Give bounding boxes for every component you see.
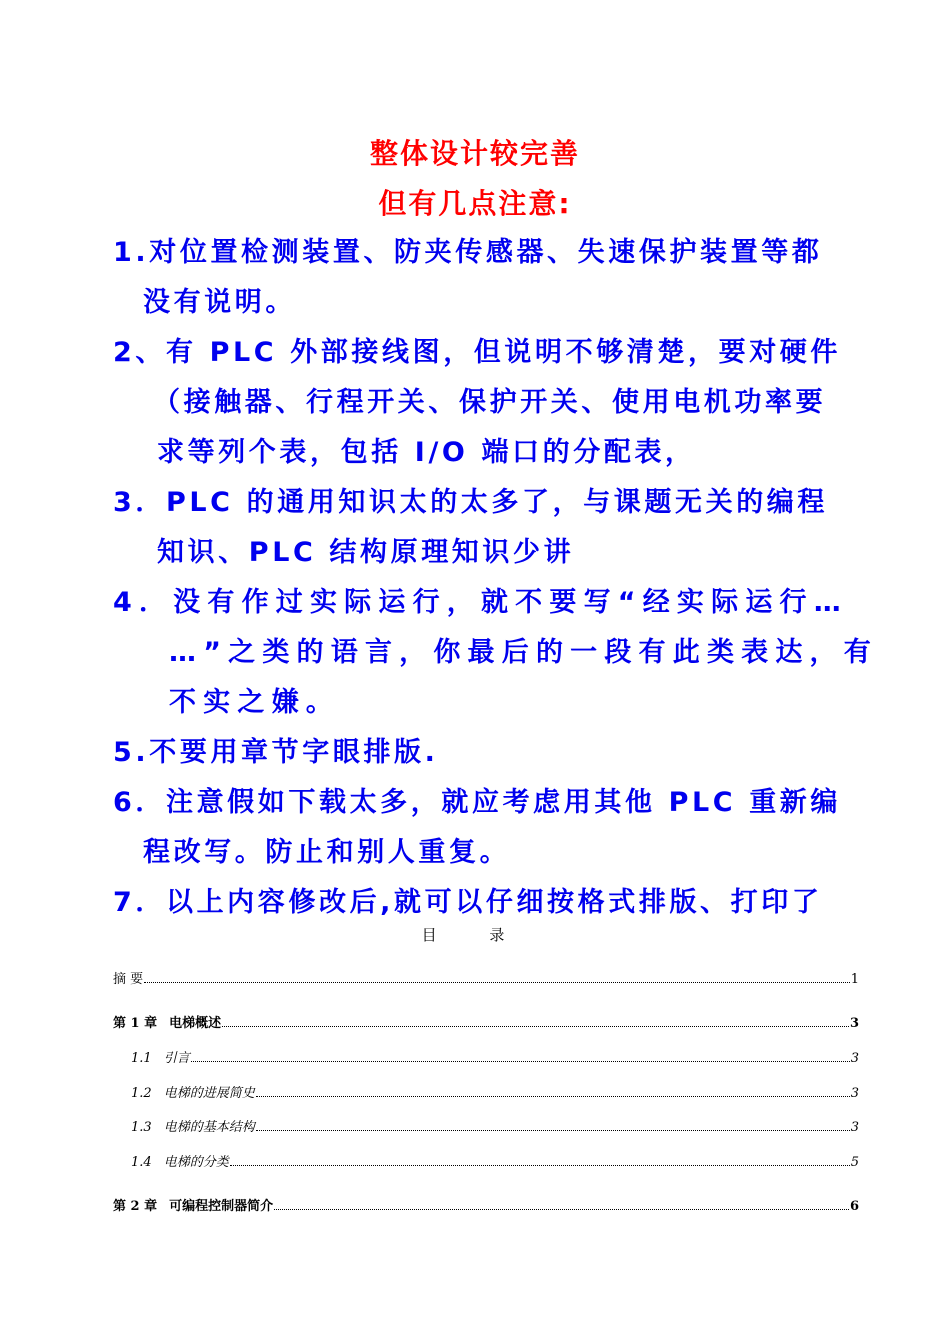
note-1-line-2: 没有说明。 [143,287,296,318]
note-4-line-2: …”之类的语言，你最后的一段有此类表达，有 [169,637,878,668]
toc-entry-label: 电梯的进展简史 [163,1086,255,1101]
toc-entry-1-3[interactable] [113,1116,859,1135]
note-2-line-2: （接触器、行程开关、保护开关、使用电机功率要 [153,387,827,418]
toc-entry-number: 1.1 [131,1051,152,1066]
toc-leader-dots [144,982,850,983]
note-7-line-1: 7．以上内容修改后,就可以仔细按格式排版、打印了 [113,887,823,918]
toc-entry-page: 3 [850,1086,859,1101]
toc-entry-page: 6 [849,1199,859,1214]
note-4-line-1: 4．没有作过实际运行，就不要写“经实际运行… [113,587,848,618]
toc-entry-number: 1.2 [131,1086,152,1101]
toc-entry-number: 第 1 章 [113,1016,158,1031]
note-6-line-1: 6．注意假如下载太多，就应考虑用其他 PLC 重新编 [113,787,841,818]
review-heading: 整体设计较完善 [369,137,580,170]
toc-entry-page: 5 [850,1155,859,1170]
toc-leader-dots [256,1096,850,1097]
toc-leader-dots [191,1061,850,1062]
toc-entry-label: 电梯的基本结构 [163,1120,255,1135]
note-5-line-1: 5.不要用章节字眼排版. [113,737,439,768]
review-subheading: 但有几点注意: [378,187,572,220]
note-item-3 [113,478,863,578]
note-item-1 [113,228,863,328]
toc-entry-page: 1 [850,972,859,987]
note-item-5 [113,728,863,778]
toc-title: 目 录 [421,926,529,944]
toc-entry-chapter-1[interactable] [113,1012,859,1031]
note-item-2 [113,328,863,478]
toc-entry-page: 3 [850,1120,859,1135]
toc-entry-page: 3 [849,1016,859,1031]
note-item-6 [113,778,863,878]
toc-entry-1-1[interactable] [113,1047,859,1066]
toc-entry-label: 摘 要 [113,972,144,987]
toc-entry-number: 1.4 [131,1155,152,1170]
toc-entry-1-2[interactable] [113,1082,859,1101]
toc-entry-abstract[interactable] [113,968,859,987]
toc-leader-dots [230,1165,850,1166]
note-2-line-3: 求等列个表，包括 I/O 端口的分配表， [157,437,696,468]
toc-leader-dots [256,1130,850,1131]
toc-entry-label: 电梯概述 [169,1016,222,1031]
note-item-4 [113,578,878,728]
toc-entry-label: 可编程控制器简介 [169,1199,274,1214]
toc-entry-number: 第 2 章 [113,1199,158,1214]
toc-leader-dots [274,1209,849,1210]
toc-leader-dots [222,1026,849,1027]
note-1-line-1: 1.对位置检测装置、防夹传感器、失速保护装置等都 [113,237,823,268]
note-6-line-2: 程改写。防止和别人重复。 [143,837,511,868]
toc-entry-page: 3 [850,1051,859,1066]
toc-entry-1-4[interactable] [113,1151,859,1170]
note-2-line-1: 2、有 PLC 外部接线图，但说明不够清楚，要对硬件 [113,337,841,368]
note-3-line-1: 3．PLC 的通用知识太的太多了，与课题无关的编程 [113,487,828,518]
toc-entry-chapter-2[interactable] [113,1195,859,1214]
toc-entry-label: 电梯的分类 [163,1155,229,1170]
note-4-line-3: 不实之嫌。 [169,687,340,718]
toc-entry-label: 引言 [163,1051,190,1066]
toc-entry-number: 1.3 [131,1120,152,1135]
note-item-7 [113,878,863,928]
review-notes-list [113,228,878,928]
note-3-line-2: 知识、PLC 结构原理知识少讲 [157,537,575,568]
